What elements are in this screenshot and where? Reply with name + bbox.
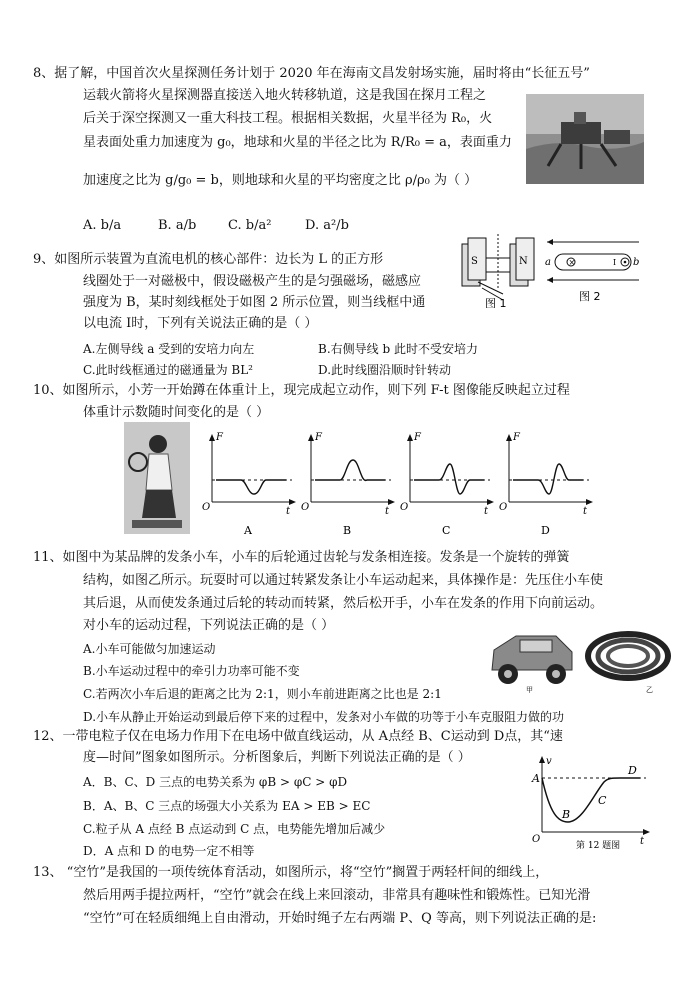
q13-line1: 13、 “空竹”是我国的一项传统体育活动，如图所示，将“空竹”搁置于两轻杆间的细线上，	[33, 865, 549, 880]
q11-yi-label: 乙	[646, 686, 653, 694]
f-axis-arrow	[209, 434, 215, 441]
q11-line1: 11、如图中为某品牌的发条小车，小车的后轮通过齿轮与发条相连接。发条是一个旋转的弹簧	[33, 550, 570, 565]
magnet-n-label: N	[519, 256, 528, 267]
force-curve	[414, 464, 484, 494]
t-axis-label: t	[640, 836, 645, 847]
v-axis-label: v	[546, 756, 552, 767]
f-axis-label: F	[513, 432, 520, 443]
graph-option-label: C	[442, 524, 451, 537]
q9-line2: 线圈处于一对磁极中，假设磁极产生的是匀强磁场，磁感应	[83, 274, 422, 289]
mars-lander-photo	[526, 94, 644, 184]
q13-line2: 然后用两手提拉两杆，“空竹”就会在线上来回滚动，非常具有趣味性和锻炼性。已知光滑	[83, 888, 591, 903]
t-axis-arrow	[487, 499, 494, 505]
q11-line4: 对小车的运动过程，下列说法正确的是（ ）	[83, 618, 335, 633]
q9-line1: 9、如图所示装置为直流电机的核心部件：边长为 L 的正方形	[33, 252, 384, 267]
t-axis-label: t	[583, 506, 588, 517]
point-c-label: C	[598, 794, 607, 807]
svg-text:×: ×	[568, 258, 576, 267]
q8-line1: 8、据了解，中国首次火星探测任务计划于 2020 年在海南文昌发射场实施，届时将由“长征五号”	[33, 66, 590, 81]
q8-option-b: B. a/b	[158, 218, 197, 233]
q12-option-b: B．A、B、C 三点的场强大小关系为 EA > EB > EC	[83, 799, 371, 813]
graph-option-label: A	[244, 524, 252, 537]
point-a-label: A	[532, 772, 540, 785]
q12-option-c: C.粒子从 A 点经 B 点运动到 C 点，电势能先增加后减少	[83, 822, 386, 836]
q9-fig1-label: 图 1	[485, 297, 507, 308]
force-curve	[216, 480, 286, 494]
q12-option-a: A．B、C、D 三点的电势关系为 φB > φC > φD	[83, 775, 348, 789]
velocity-curve	[542, 778, 640, 822]
origin-label: O	[499, 502, 508, 513]
svg-text:I: I	[613, 258, 617, 267]
t-axis-arrow	[643, 829, 650, 835]
q11-spring-coil-photo	[584, 628, 672, 694]
q11-option-a: A.小车可能做匀加速运动	[83, 642, 216, 656]
svg-text:a: a	[545, 257, 551, 268]
t-axis-label: t	[385, 506, 390, 517]
point-b-label: B	[562, 808, 571, 821]
origin-label: O	[400, 502, 409, 513]
graph-option-label: B	[343, 524, 352, 537]
t-axis-label: t	[484, 506, 489, 517]
q11-option-b: B.小车运动过程中的牵引力功率可能不变	[83, 664, 300, 678]
q9-option-d: D.此时线圈沿顺时针转动	[318, 363, 452, 377]
q11-option-c: C.若两次小车后退的距离之比为 2:1，则小车前进距离之比也是 2:1	[83, 687, 442, 701]
q12-line2: 度—时间”图象如图所示。分析图象后，判断下列说法正确的是（ ）	[83, 750, 471, 765]
t-axis-arrow	[388, 499, 395, 505]
q8-line5: 加速度之比为 g/g₀ = b，则地球和火星的平均密度之比 ρ/ρ₀ 为（ ）	[83, 173, 478, 188]
t-axis-arrow	[289, 499, 296, 505]
q12-figure-caption: 第 12 题图	[576, 841, 621, 850]
origin-label: O	[202, 502, 211, 513]
q8-line2: 运载火箭将火星探测器直接送入地火转移轨道，这是我国在探月工程之	[83, 88, 487, 103]
f-axis-label: F	[315, 432, 322, 443]
force-curve	[315, 460, 385, 480]
magnet-s-label: S	[471, 256, 478, 267]
q8-option-d: D. a²/b	[305, 218, 349, 233]
f-axis-label: F	[414, 432, 421, 443]
t-axis-label: t	[286, 506, 291, 517]
q11-line3: 其后退，从而使发条通过后轮的转动而转紧，然后松开手，小车在发条的作用下向前运动。	[83, 596, 604, 611]
q8-option-c: C. b/a²	[228, 218, 272, 233]
graph-option-label: D	[541, 524, 550, 537]
q9-fig2-label: 图 2	[579, 290, 601, 303]
q9-option-a: A.左侧导线 a 受到的安培力向左	[83, 342, 255, 356]
q9-line3: 强度为 B，某时刻线框处于如图 2 所示位置，则当线框中通	[83, 295, 426, 310]
q10-line2: 体重计示数随时间变化的是（ ）	[83, 405, 270, 420]
q10-girl-on-scale-photo	[124, 422, 190, 534]
q10-graph-b	[301, 432, 395, 537]
force-curve	[513, 464, 583, 494]
q9-option-c: C.此时线框通过的磁通量为 BL²	[83, 363, 253, 377]
f-axis-arrow	[407, 434, 413, 441]
q10-ft-graphs	[196, 430, 648, 540]
t-axis-arrow	[586, 499, 593, 505]
q8-line4: 星表面处重力加速度为 g₀，地球和火星的半径之比为 R/R₀ = a，表面重力	[83, 135, 512, 150]
q10-graph-c	[400, 432, 494, 537]
svg-text:b: b	[633, 257, 640, 268]
q10-graph-d	[499, 432, 593, 537]
q9-option-b: B.右侧导线 b 此时不受安培力	[318, 342, 478, 356]
f-axis-arrow	[506, 434, 512, 441]
q11-option-d: D.小车从静止开始运动到最后停下来的过程中，发条对小车做的功等于小车克服阻力做的功	[83, 710, 565, 724]
q12-option-d: D．A 点和 D 的电势一定不相等	[83, 844, 255, 858]
q12-line1: 12、一带电粒子仅在电场力作用下在电场中做直线运动，从 A点经 B、C运动到 D点，其“速	[33, 729, 563, 744]
q8-option-a: A. b/a	[83, 218, 122, 233]
q10-line1: 10、如图所示，小芳一开始蹲在体重计上，现完成起立动作，则下列 F-t 图像能反映起立过程	[33, 383, 570, 398]
v-axis-arrow	[539, 756, 545, 763]
q11-line2: 结构，如图乙所示。玩耍时可以通过转紧发条让小车运动起来，具体操作是：先压住小车使	[83, 573, 604, 588]
q13-line3: “空竹”可在轻质细绳上自由滑动，开始时绳子左右两端 P、Q 等高，则下列说法正确的是:	[83, 911, 597, 926]
origin-label: O	[301, 502, 310, 513]
q11-toy-car-photo	[486, 628, 578, 694]
q10-graph-a	[202, 432, 296, 537]
q9-figure2-field	[545, 232, 641, 308]
q9-figure1-magnets	[458, 232, 538, 308]
f-axis-arrow	[308, 434, 314, 441]
f-axis-label: F	[216, 432, 223, 443]
q11-jia-label: 甲	[526, 686, 533, 694]
q8-line3: 后关于深空探测又一重大科技工程。根据相关数据，火星半径为 R₀，火	[83, 111, 493, 126]
q12-velocity-time-graph	[528, 754, 652, 850]
q9-line4: 以电流 I时，下列有关说法正确的是（ ）	[83, 316, 318, 331]
origin-label: O	[532, 834, 541, 845]
point-d-label: D	[628, 764, 637, 777]
